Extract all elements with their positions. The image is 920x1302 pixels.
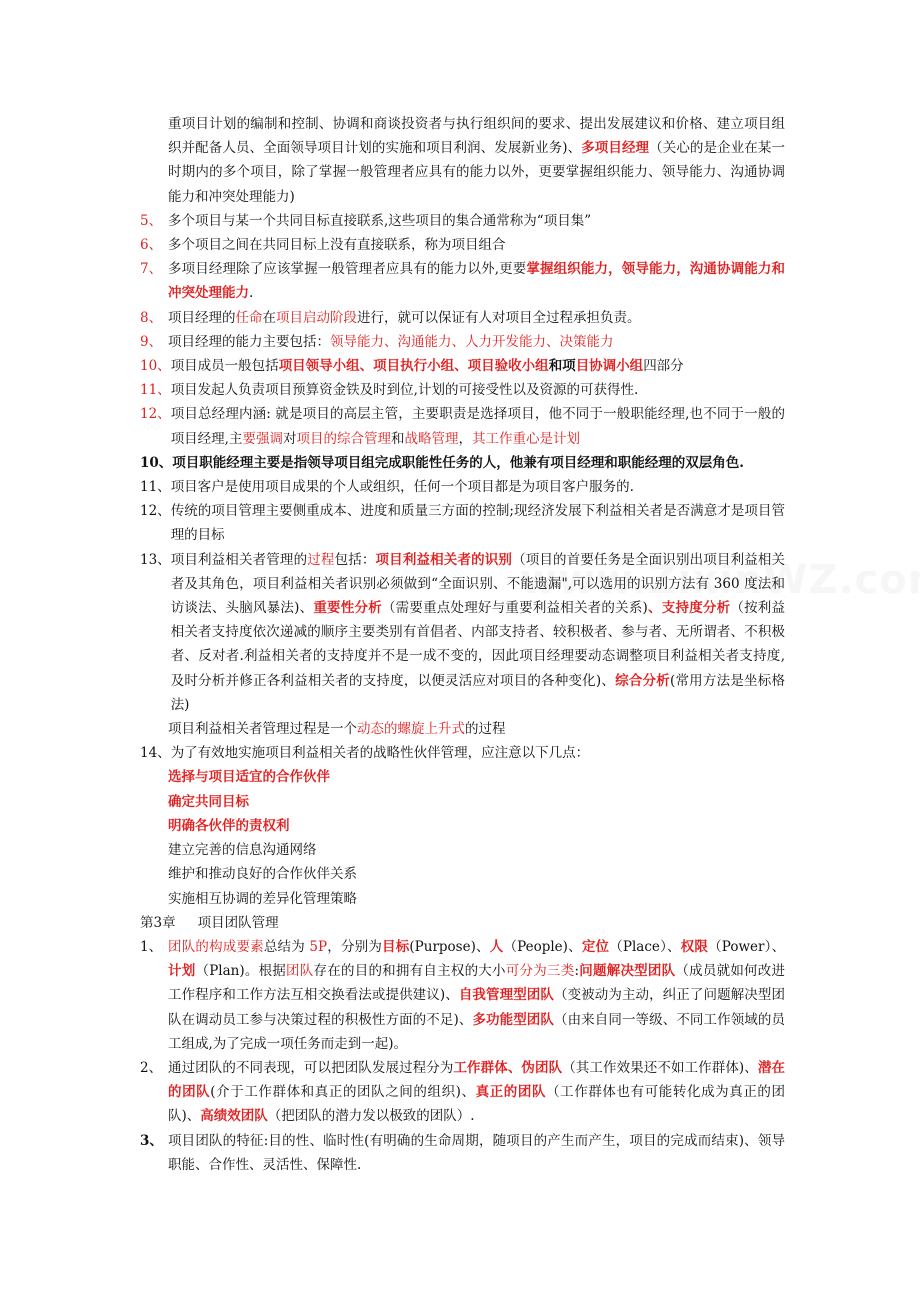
highlight: 多功能型团队 — [472, 1011, 554, 1028]
sub-item: 建立完善的信息沟通网络 — [168, 842, 317, 859]
list-item-13: 13、 项目利益相关者管理的过程包括：项目利益相关者的识别（项目的首要任务是全面识别出项目利益相关者及其角色，项目利益相关者识别必须做到“全面识别、不能遗漏",可以选用的识别方法有 360 度法和访谈法、头脑风暴法)、重要性分析（需要重点处理好与重要利益相关者的关系)、支持度分析（按利益相关者支持度依次递减的顺序主要类别有首倡者、内部支持者、较积极者、参与者、无所谓者、不积极者、反对者.利益相关者的支持度并不是一成不变的，因此项目经理要动态调整项目利益相关者支持度,及时分析并修正各利益相关者的支持度，以便灵活应对项目的各种变化)、综合分析(常用方法是坐标格法) — [140, 548, 785, 717]
list-item-10b: 10、 项目职能经理主要是指领导项目组完成职能性任务的人，他兼有项目经理和职能经理的双层角色. — [140, 451, 785, 475]
list-item-7: 7、 多项目经理除了应该掌握一般管理者应具有的能力以外,更要掌握组织能力，领导能力，沟通协调能力和冲突处理能力. — [140, 257, 785, 305]
highlight: 目标 — [382, 938, 410, 955]
highlight: 问题解决型团队 — [579, 963, 676, 980]
item-number: 10、 — [140, 358, 171, 375]
highlight: 领导能力、沟通能力、人力开发能力、决策能力 — [330, 333, 614, 350]
highlight: 要强调 — [242, 430, 283, 447]
item-number: 8、 — [140, 309, 163, 326]
highlight: 任命 — [235, 309, 263, 326]
highlight: 计划 — [168, 963, 196, 980]
highlight: 项目领导小组、项目执行小组、项目验收小组 — [278, 358, 549, 375]
ch3-item-2: 2、 通过团队的不同表现，可以把团队发展过程分为工作群体、伪团队（其工作效果还不如工作群体)、潜在的团队(介于工作群体和真正的团队之间的组织)、真正的团队（工作群体也有可能转化成为真正的团队)、高绩效团队（把团队的潜力发以极致的团队）. — [140, 1056, 785, 1129]
highlight: 自我管理型团队 — [458, 987, 554, 1004]
highlight: 其工作重心是计划 — [471, 430, 580, 447]
item-number: 12、 — [140, 406, 171, 423]
list-item-5: 5、 多个项目与某一个共同目标直接联系,这些项目的集合通常称为“项目集” — [140, 209, 785, 233]
highlight: 多项目经理 — [581, 140, 650, 157]
highlight: 可分为三类 — [505, 963, 575, 980]
list-item-12b: 12、 传统的项目管理主要侧重成本、进度和质量三方面的控制;现经济发展下利益相关者是否满意才是项目管理的目标 — [140, 499, 785, 547]
highlight: 人 — [489, 938, 504, 955]
intro-paragraph: 重项目计划的编制和控制、协调和商谈投资者与执行组织间的要求、提出发展建议和价格、建立项目组织并配备人员、全面领导项目计划的实施和项目利润、发展新业务)、多项目经理（关心的是企业在某一时期内的多个项目，除了掌握一般管理者应具有的能力以外，更要掌握组织能力、领导能力、沟通协调能力和冲突处理能力) — [168, 116, 785, 205]
chapter-number: 第3章 — [140, 914, 176, 931]
highlight: 重要性分析 — [313, 600, 382, 617]
item-number: 2、 — [140, 1059, 163, 1076]
sub-item: 维护和推动良好的合作伙伴关系 — [168, 866, 357, 883]
list-item-10: 10、 项目成员一般包括项目领导小组、项目执行小组、项目验收小组和项目协调小组四部分 — [140, 354, 785, 378]
list-item-13-note: 项目利益相关者管理过程是一个动态的螺旋上升式的过程 — [168, 721, 506, 738]
list-item-11b: 11、 项目客户是使用项目成果的个人或组织，任何一个项目都是为项目客户服务的. — [140, 475, 785, 499]
item-number: 1、 — [140, 938, 163, 955]
highlight: 团队 — [286, 963, 314, 980]
highlight: 掌握组织能力，领导能力，沟通协调能力和冲突处理能力 — [168, 261, 786, 302]
ch3-item-3: 3、 项目团队的特征:目的性、临时性(有明确的生命周期，随项目的产生而产生，项目的完成而结束)、领导职能、合作性、灵活性、保障性. — [140, 1129, 785, 1177]
item-number: 11、 — [140, 382, 171, 399]
document-body — [140, 112, 785, 1177]
highlight: 定位 — [581, 938, 610, 955]
item-number: 5、 — [140, 212, 163, 229]
sub-item: 选择与项目适宜的合作伙伴 — [168, 769, 330, 786]
sub-item: 明确各伙伴的责权利 — [168, 817, 290, 834]
highlight: 团队的构成要素 — [168, 938, 264, 955]
highlight: 动态的螺旋上升式 — [357, 721, 465, 738]
highlight: 过程 — [307, 551, 335, 568]
list-item-14: 14、 为了有效地实施项目利益相关者的战略性伙伴管理，应注意以下几点： — [140, 741, 785, 765]
highlight: 项目利益相关者的识别 — [375, 551, 513, 568]
item-number: 7、 — [140, 261, 163, 278]
list-item-6: 6、 多个项目之间在共同目标上没有直接联系，称为项目组合 — [140, 233, 785, 257]
item-number: 11、 — [140, 479, 171, 496]
item-number: 3、 — [140, 1132, 163, 1149]
highlight: 权限 — [680, 938, 709, 955]
highlight: 5P — [309, 938, 328, 955]
sub-item: 确定共同目标 — [168, 793, 249, 810]
item-number: 9、 — [140, 333, 163, 350]
ch3-item-1: 1、 团队的构成要素总结为 5P，分别为目标(Purpose)、人（People)、定位（Place）、权限（Power）、计划（Plan)。根据团队存在的目的和拥有自主权的大小可分为三类:问题解决型团队（成员就如何改进工作程序和工作方法互相交换看法或提供建议)、自我管理型团队（变被动为主动，纠正了问题解决型团队在调动员工参与决策过程的积极性方面的不足)、多功能型团队（由来自同一等级、不同工作领域的员工组成,为了完成一项任务而走到一起)。 — [140, 935, 785, 1056]
highlight: 综合分析 — [615, 672, 670, 689]
chapter-heading — [140, 911, 785, 935]
list-item-9: 9、 项目经理的能力主要包括：领导能力、沟通能力、人力开发能力、决策能力 — [140, 330, 785, 354]
item-number: 10、 — [140, 454, 173, 471]
chapter-title: 项目团队管理 — [197, 914, 279, 931]
item-number: 12、 — [140, 503, 171, 520]
highlight: 项目启动阶段 — [276, 309, 357, 326]
sub-item: 实施相互协调的差异化管理策略 — [168, 890, 357, 907]
list-item-12: 12、 项目总经理内涵: 就是项目的高层主管，主要职责是选择项目，他不同于一般职能经理,也不同于一般的项目经理,主要强调对项目的综合管理和战略管理，其工作重心是计划 — [140, 402, 785, 450]
highlight: 项目的综合管理 — [296, 430, 391, 447]
highlight: 潜在的团队 — [168, 1059, 785, 1101]
item-number: 14、 — [140, 745, 171, 762]
highlight: 真正的团队 — [475, 1084, 547, 1101]
list-item-8: 8、 项目经理的任命在项目启动阶段进行，就可以保证有人对项目全过程承担负责。 — [140, 306, 785, 330]
highlight: 工作群体、伪团队 — [453, 1059, 563, 1076]
item-number: 6、 — [140, 237, 163, 254]
item-number: 13、 — [140, 551, 171, 568]
highlight: 目协调小组 — [575, 358, 644, 375]
highlight: 战略管理 — [404, 430, 459, 447]
highlight: 高绩效团队 — [200, 1108, 268, 1125]
list-item-11: 11、 项目发起人负责项目预算资金铁及时到位,计划的可接受性以及资源的可获得性. — [140, 378, 785, 402]
highlight: 、支持度分析 — [647, 600, 731, 617]
